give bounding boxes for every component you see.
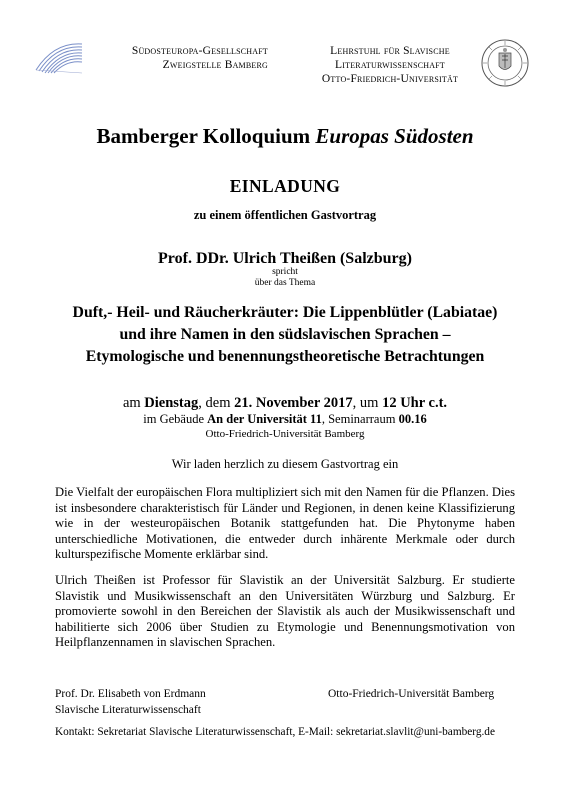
event-room: 00.16 — [398, 412, 427, 426]
invitation-heading: EINLADUNG — [229, 176, 341, 196]
date-text-1: am — [122, 395, 145, 411]
event-date — [0, 394, 570, 412]
welcome-line: Wir laden herzlich zu diesem Gastvortrag ein — [171, 457, 399, 471]
society-name: Südosteuropa-Gesellschaft — [131, 45, 268, 57]
speaks-label: spricht — [272, 267, 298, 277]
event-date-value: 21. November 2017 — [234, 395, 353, 411]
event-building: An der Universität 11 — [207, 412, 322, 426]
society-logo-icon — [34, 40, 84, 74]
signatory-department: Slavische Literaturwissenschaft — [55, 704, 201, 716]
signatory-name: Prof. Dr. Elisabeth von Erdmann — [55, 688, 206, 700]
topic-label: über das Thema — [254, 278, 316, 288]
chair-name-line1: Lehrstuhl für Slavische — [330, 45, 450, 57]
event-time: 12 Uhr c.t. — [382, 395, 448, 411]
talk-title-line2: und ihre Namen in den südslavischen Sprachen – — [119, 326, 451, 343]
talk-title-line3: Etymologische und benennungstheoretische Betrachtungen — [85, 348, 485, 365]
abstract-paragraph: Die Vielfalt der europäischen Flora multipliziert sich mit den Namen für die Pflanzen. Dies ist insbesondere charakteristisch für Länder und Regionen, in denen keine Klassifizierung wie in der westeuropäischen Botanik stattgefunden hat. Die Phytonyme haben unterschiedliche Motivationen, die entweder durch inhärente Merkmale oder durch kulturspezifische Momente erklärbar sind. — [55, 485, 515, 562]
signature-right: Otto-Friedrich-Universität Bamberg — [328, 688, 495, 700]
header-right — [305, 44, 475, 86]
place-text-1: im Gebäude — [143, 412, 208, 426]
colloquium-title — [0, 124, 570, 149]
event-place — [0, 412, 570, 427]
header-left — [88, 44, 268, 72]
event-university: Otto-Friedrich-Universität Bamberg — [205, 428, 365, 440]
society-branch: Zweigstelle Bamberg — [162, 59, 268, 71]
signature-left — [55, 686, 206, 718]
date-text-2: , dem — [198, 395, 235, 411]
talk-title-line1: Duft,- Heil- und Räucherkräuter: Die Lippenblütler (Labiatae) — [72, 304, 498, 321]
place-text-2: , Seminarraum — [321, 412, 399, 426]
chair-name-line2: Literaturwissenschaft — [335, 59, 445, 71]
colloquium-title-main: Bamberger Kolloquium — [96, 124, 316, 148]
colloquium-title-italic: Europas Südosten — [315, 124, 474, 148]
university-name-header: Otto-Friedrich-Universität — [321, 73, 459, 85]
event-day: Dienstag — [144, 395, 199, 411]
speaker-name: Prof. DDr. Ulrich Theißen (Salzburg) — [158, 250, 412, 267]
bio-paragraph: Ulrich Theißen ist Professor für Slavistik an der Universität Salzburg. Er studierte Slavistik und Musikwissenschaft an den Universitäten Würzburg und Salzburg. Er promovierte sowohl in den Bereichen der Slavistik als auch der Musikwissenschaft und habilitierte sich 2006 über Studien zu Etymologie und Benennungsmotivation von Heilpflanzennamen in slavischen Sprachen. — [55, 573, 515, 650]
invitation-subtitle: zu einem öffentlichen Gastvortrag — [193, 208, 377, 222]
talk-title — [0, 302, 570, 368]
contact-line: Kontakt: Sekretariat Slavische Literaturwissenschaft, E-Mail: sekretariat.slavlit@uni-bamberg.de — [55, 726, 495, 738]
university-seal-icon — [480, 38, 530, 88]
date-text-3: , um — [352, 395, 383, 411]
